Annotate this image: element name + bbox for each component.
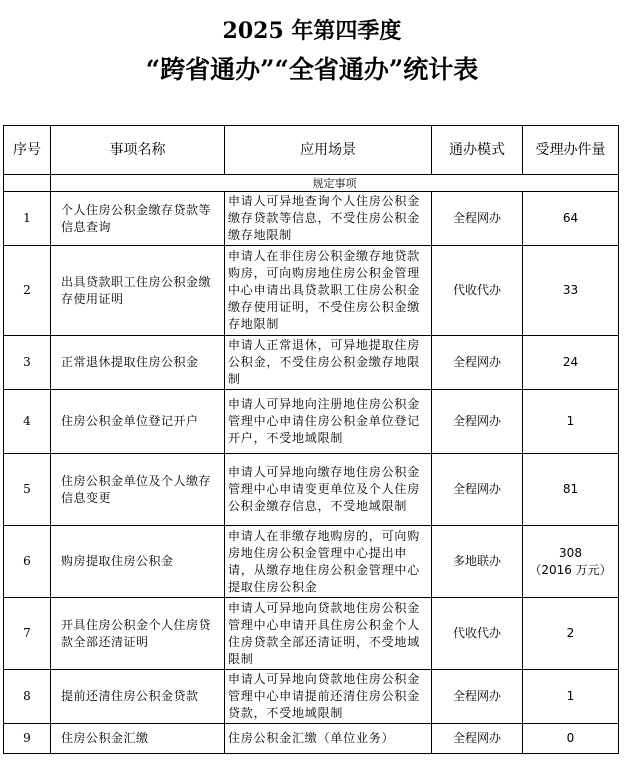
row-count: [523, 598, 619, 670]
table-row: [4, 724, 619, 754]
row-item-name: 购房提取住房公积金: [51, 526, 225, 598]
row-count: [523, 246, 619, 336]
row-count-value: 308: [559, 545, 582, 560]
title-line-1: 2025 年第四季度: [222, 18, 402, 44]
row-no: 1: [4, 192, 51, 246]
row-item-name: 出具贷款职工住房公积金缴存使用证明: [51, 246, 225, 336]
row-item-name: 开具住房公积金个人住房贷款全部还清证明: [51, 598, 225, 670]
header-scene: 应用场景: [225, 126, 432, 175]
header-mode: 通办模式: [432, 126, 523, 175]
header-row: [4, 126, 619, 175]
row-count: [523, 526, 619, 598]
row-count: [523, 724, 619, 754]
header-count: 受理办件量: [523, 126, 619, 175]
statistics-table: [3, 125, 619, 754]
row-count-value: 64: [562, 211, 579, 225]
row-scene: 申请人在非住房公积金缴存地贷款购房，可向购房地住房公积金管理中心申请出具贷款职工住房公积金缴存使用证明，不受住房公积金缴存地限制: [225, 246, 432, 336]
row-item-name: 住房公积金单位及个人缴存信息变更: [51, 454, 225, 526]
header-item-name: 事项名称: [51, 126, 225, 175]
row-item-name: 正常退休提取住房公积金: [51, 336, 225, 390]
section-label: 规定事项: [51, 175, 619, 192]
row-count: [523, 192, 619, 246]
row-item-name: 住房公积金汇缴: [51, 724, 225, 754]
row-no: 7: [4, 598, 51, 670]
row-scene: 住房公积金汇缴（单位业务）: [225, 724, 432, 754]
row-mode: 全程网办: [432, 192, 523, 246]
row-count-value: 1: [566, 689, 575, 703]
row-scene: 申请人可异地向注册地住房公积金管理中心申请住房公积金单位登记开户，不受地域限制: [225, 390, 432, 454]
row-count-value: 1: [566, 414, 575, 428]
row-scene: 申请人可异地向贷款地住房公积金管理中心申请开具住房公积金个人住房贷款全部还清证明，不受地域限制: [225, 598, 432, 670]
row-mode: 代收代办: [432, 598, 523, 670]
row-no: 3: [4, 336, 51, 390]
row-mode: 多地联办: [432, 526, 523, 598]
row-item-name: 住房公积金单位登记开户: [51, 390, 225, 454]
row-count: [523, 336, 619, 390]
row-mode: 全程网办: [432, 724, 523, 754]
row-count: [523, 670, 619, 724]
row-count-value: 0: [566, 731, 575, 745]
row-item-name: 个人住房公积金缴存贷款等信息查询: [51, 192, 225, 246]
title-line-2: “跨省通办”“全省通办”统计表: [145, 55, 479, 84]
header-no: 序号: [4, 126, 51, 175]
row-no: 8: [4, 670, 51, 724]
row-no: 5: [4, 454, 51, 526]
row-item-name: 提前还清住房公积金贷款: [51, 670, 225, 724]
table-row: [4, 454, 619, 526]
row-count-value: 2: [566, 626, 575, 640]
row-count: [523, 454, 619, 526]
table-row: [4, 598, 619, 670]
row-no: 2: [4, 246, 51, 336]
row-scene: 申请人正常退休，可异地提取住房公积金，不受住房公积金缴存地限制: [225, 336, 432, 390]
row-count: [523, 390, 619, 454]
row-no: 4: [4, 390, 51, 454]
row-mode: 全程网办: [432, 390, 523, 454]
table-row: [4, 246, 619, 336]
row-mode: 代收代办: [432, 246, 523, 336]
table-row: [4, 192, 619, 246]
row-mode: 全程网办: [432, 336, 523, 390]
row-scene: 申请人在非缴存地购房的，可向购房地住房公积金管理中心提出申请，从缴存地住房公积金管理中心提取住房公积金: [225, 526, 432, 598]
row-mode: 全程网办: [432, 454, 523, 526]
table-row: [4, 670, 619, 724]
row-count-value: 81: [562, 482, 579, 496]
row-count-amount: （2016 万元）: [529, 562, 612, 577]
row-no: 6: [4, 526, 51, 598]
row-mode: 全程网办: [432, 670, 523, 724]
row-scene: 申请人可异地向缴存地住房公积金管理中心申请变更单位及个人住房公积金缴存信息，不受地域限制: [225, 454, 432, 526]
row-count-value: 24: [562, 355, 579, 369]
row-no: 9: [4, 724, 51, 754]
row-scene: 申请人可异地向贷款地住房公积金管理中心申请提前还清住房公积金贷款，不受地域限制: [225, 670, 432, 724]
section-row: [4, 175, 619, 192]
row-scene: 申请人可异地查询个人住房公积金缴存贷款等信息，不受住房公积金缴存地限制: [225, 192, 432, 246]
table-row: [4, 390, 619, 454]
table-row: [4, 526, 619, 598]
table-row: [4, 336, 619, 390]
row-count-value: 33: [562, 283, 579, 297]
